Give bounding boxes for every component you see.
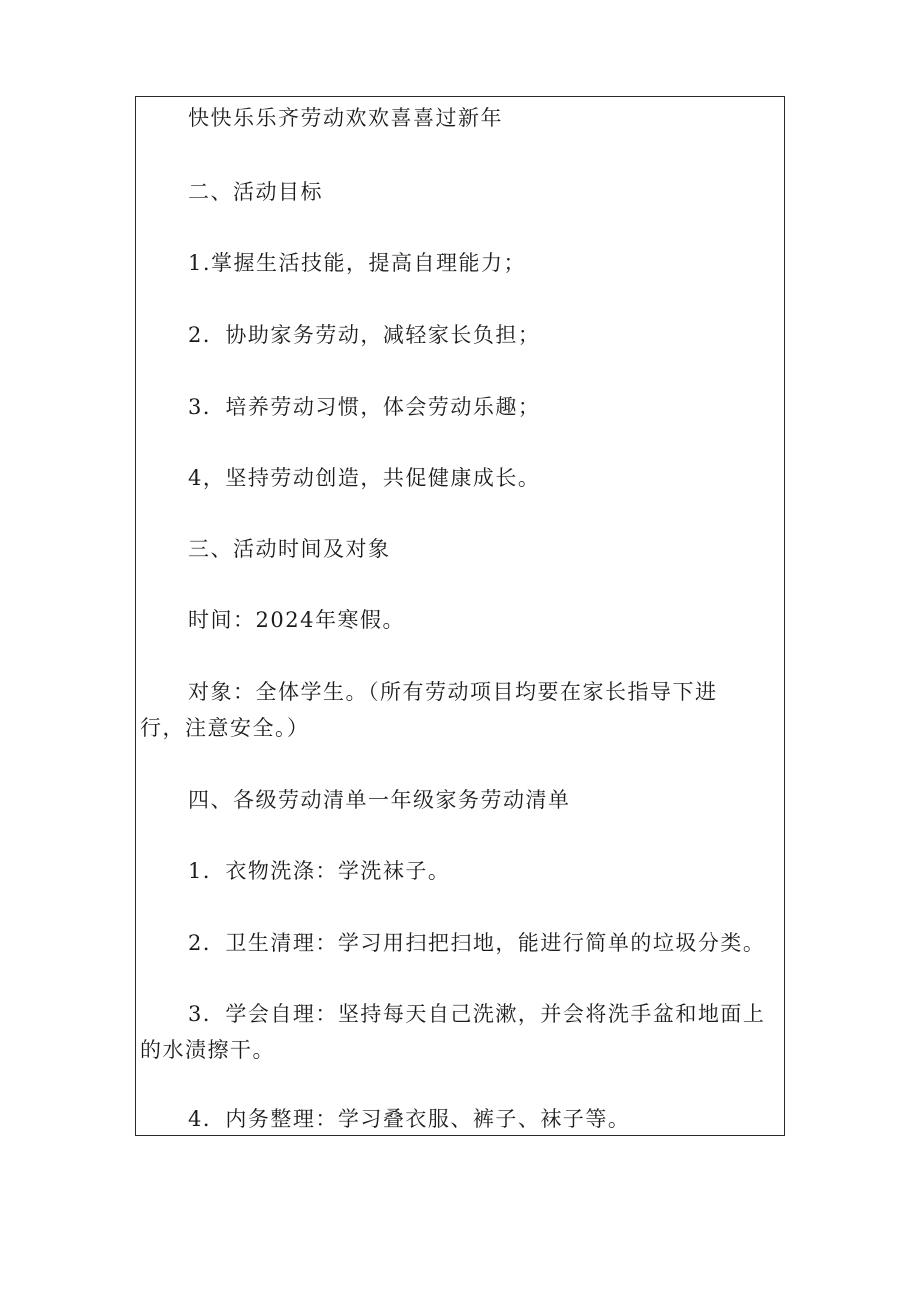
goal-item-2: 2．协助家务劳动，减轻家长负担； — [188, 323, 541, 347]
list-item-2: 2．卫生清理：学习用扫把扫地，能进行简单的垃圾分类。 — [188, 931, 766, 955]
section-heading-list: 四、各级劳动清单一年级家务劳动清单 — [188, 788, 571, 812]
document-frame — [135, 96, 785, 1136]
audience-line: 对象：全体学生。（所有劳动项目均要在家长指导下进 — [188, 680, 718, 704]
goal-item-1: 1.掌握生活技能，提高自理能力； — [188, 251, 527, 275]
time-line: 时间：2024年寒假。 — [188, 608, 405, 632]
section-heading-goals: 二、活动目标 — [188, 180, 323, 204]
goal-item-4: 4，坚持劳动创造，共促健康成长。 — [188, 466, 541, 490]
audience-line-continued: 行，注意安全。） — [140, 716, 310, 740]
list-item-4: 4．内务整理：学习叠衣服、裤子、袜子等。 — [188, 1107, 631, 1131]
heading-title: 快快乐乐齐劳动欢欢喜喜过新年 — [188, 106, 503, 130]
goal-item-3: 3．培养劳动习惯，体会劳动乐趣； — [188, 395, 541, 419]
list-item-3: 3．学会自理：坚持每天自己洗漱，并会将洗手盆和地面上 — [188, 1002, 766, 1026]
list-item-3-continued: 的水渍擦干。 — [140, 1038, 275, 1062]
section-heading-time: 三、活动时间及对象 — [188, 537, 391, 561]
list-item-1: 1．衣物洗涤：学洗袜子。 — [188, 859, 451, 883]
